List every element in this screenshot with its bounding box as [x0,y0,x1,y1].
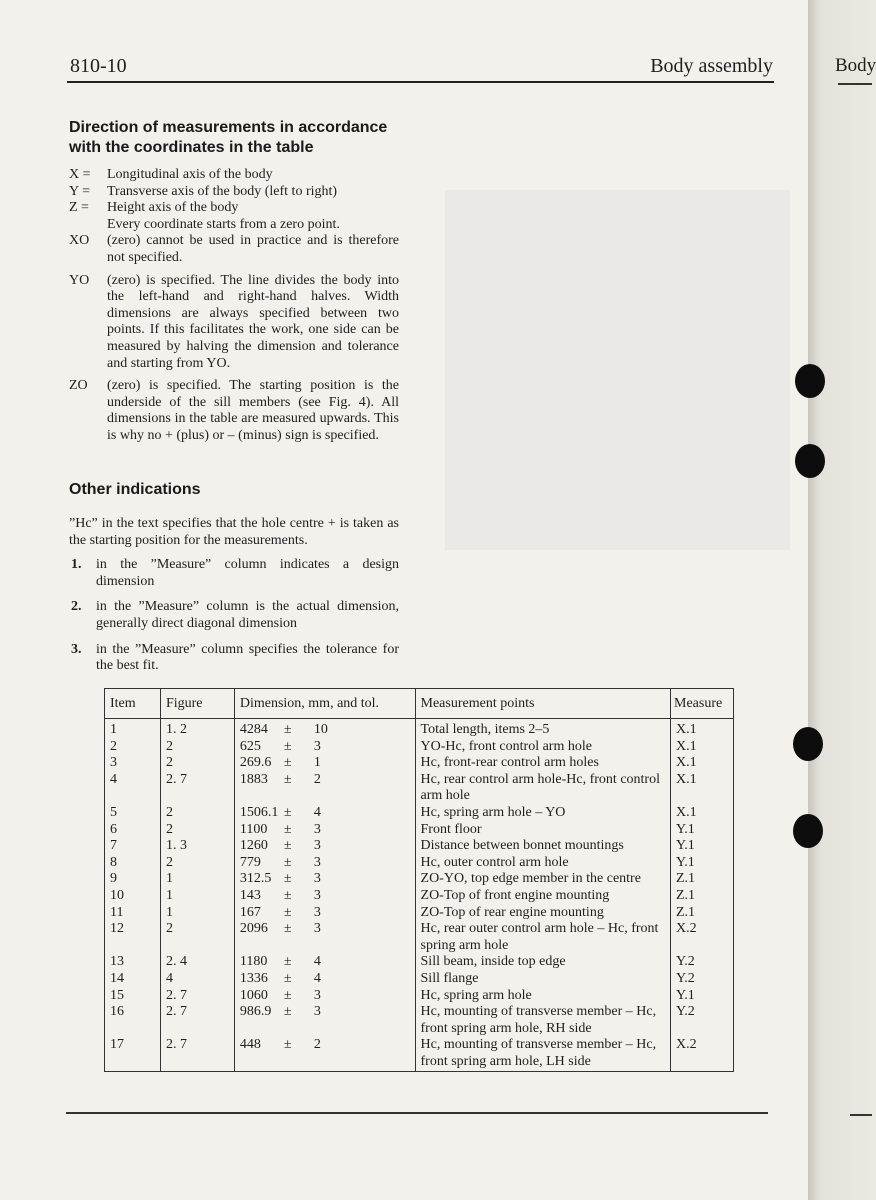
axis-text: Longitudinal axis of the body [107,167,273,182]
tolerance-value: 3 [313,921,321,937]
table-header-row [105,689,734,719]
cell-measurement-points: Hc, mounting of transverse member – Hc, front spring arm hole, LH side [415,1037,670,1072]
cell-item: 4 [105,772,161,805]
item-text: in the ”Measure” column specifies the tolerance for the best fit. [96,641,399,674]
cell-dimension [234,971,415,988]
cell-measurement-points: ZO-Top of rear engine mounting [415,905,670,922]
cell-dimension [234,772,415,805]
dimension-number: 1336 [239,970,268,986]
plus-minus-sign: ± [283,838,292,854]
dimension-value [240,739,321,756]
cell-item: 3 [105,755,161,772]
cell-figure: 1 [160,871,234,888]
tolerance-value: 3 [313,821,321,837]
tolerance-value: 4 [313,804,321,820]
cell-measurement-points: ZO-YO, top edge member in the centre [415,871,670,888]
cell-measurement-points: Front floor [415,822,670,839]
cell-figure: 2 [160,855,234,872]
tolerance-value: 2 [313,771,321,787]
table-row [105,805,734,822]
plus-minus-sign: ± [283,854,292,870]
dimension-value [240,905,321,922]
cell-dimension [234,739,415,756]
direction-heading: Direction of measurements in accordance with the coordinates in the table [69,119,388,156]
cell-item: 5 [105,805,161,822]
cell-measurement-points: Sill beam, inside top edge [415,954,670,971]
plus-minus-sign: ± [283,954,292,970]
tolerance-value: 3 [313,838,321,854]
zo-key: ZO [69,378,88,394]
table-row [105,772,734,805]
cell-measurement-points: Hc, rear control arm hole-Hc, front control arm hole [415,772,670,805]
cell-measurement-points: Hc, mounting of transverse member – Hc, front spring arm hole, RH side [415,1004,670,1037]
dimension-number: 779 [239,854,261,870]
tolerance-value: 3 [313,871,321,887]
plus-minus-sign: ± [283,887,292,903]
axis-text: Height axis of the body [107,200,239,216]
plus-minus-sign: ± [283,738,292,754]
dimension-number: 1180 [239,954,268,970]
axis-key: XO [69,233,90,249]
footer-rule [66,1112,768,1114]
cell-item: 9 [105,871,161,888]
binder-hole [793,727,823,761]
axis-definition [69,167,399,184]
dimension-value [240,871,321,888]
zo-definition [69,378,399,444]
other-indications-section [69,480,399,675]
cell-figure: 1. 2 [160,719,234,739]
cell-measure: Z.1 [671,888,734,905]
item-text: in the ”Measure” column is the actual dimension, generally direct diagonal dimension [96,599,399,631]
table-row [105,971,734,988]
cell-figure: 2 [160,739,234,756]
plus-minus-sign: ± [283,987,292,1003]
cell-measurement-points: Hc, rear outer control arm hole – Hc, front spring arm hole [415,921,670,954]
axis-text: Transverse axis of the body (left to right) [107,183,338,199]
numbered-item [69,642,399,675]
cell-dimension [234,921,415,954]
dimension-value [240,772,321,789]
cell-figure: 1. 3 [160,838,234,855]
cell-measurement-points: ZO-Top of front engine mounting [415,888,670,905]
cell-dimension [234,719,415,739]
item-text: in the ”Measure” column indicates a design dimension [96,557,399,589]
dimension-value [240,722,328,739]
dimension-number: 986.9 [239,1004,272,1020]
table-row [105,921,734,954]
cell-figure: 2 [160,805,234,822]
tolerance-value: 4 [313,970,321,986]
tolerance-value: 2 [313,1037,321,1053]
table-row [105,739,734,756]
plus-minus-sign: ± [283,821,292,837]
tolerance-value: 3 [313,854,321,870]
plus-minus-sign: ± [283,921,292,937]
cell-figure: 2. 4 [160,954,234,971]
cell-measurement-points: Total length, items 2–5 [415,719,670,739]
tolerance-value: 3 [313,904,321,920]
col-header-points: Measurement points [415,689,670,719]
cell-item: 16 [105,1004,161,1037]
plus-minus-sign: ± [283,771,292,787]
cell-measure: Y.1 [671,855,734,872]
axis-key: Z = [69,200,89,216]
axis-definition [69,233,399,266]
tolerance-value: 3 [313,1004,321,1020]
plus-minus-sign: ± [283,1037,292,1053]
cell-measurement-points: Distance between bonnet mountings [415,838,670,855]
cell-dimension [234,855,415,872]
cell-measure: Y.1 [671,822,734,839]
tolerance-value: 1 [313,755,321,771]
axis-text: (zero) cannot be used in practice and is therefore not specified. [107,233,399,265]
cell-figure: 2 [160,755,234,772]
table-row [105,871,734,888]
plus-minus-sign: ± [283,755,292,771]
table-row [105,838,734,855]
cell-figure: 2. 7 [160,1037,234,1072]
table-row [105,988,734,1005]
other-indications-heading: Other indications [69,481,201,498]
tolerance-value: 3 [313,887,321,903]
cell-dimension [234,838,415,855]
cell-item: 11 [105,905,161,922]
table-row [105,719,734,739]
dimension-number: 448 [239,1037,261,1053]
numbered-item [69,599,399,632]
direction-section [69,118,399,445]
cell-figure: 2. 7 [160,1004,234,1037]
hc-intro: ”Hc” in the text specifies that the hole centre + is taken as the starting position for the measurements. [69,516,399,548]
table-row [105,822,734,839]
cell-dimension [234,988,415,1005]
zo-text: (zero) is specified. The starting position is the underside of the sill members (see Fig. 4). All dimensions in the table are measured upwards. This is why no + (plus) or – (minus) sign is specified. [107,378,399,443]
adjacent-page-header: Body [835,55,876,76]
item-number: 2. [71,599,82,615]
tolerance-value: 3 [313,738,321,754]
dimension-number: 312.5 [239,871,272,887]
cell-dimension [234,1037,415,1072]
dimension-number: 269.6 [239,755,272,771]
cell-dimension [234,805,415,822]
dimension-number: 1506.1 [239,804,279,820]
dimension-value [240,838,321,855]
binder-hole [795,444,825,478]
cell-measure: X.2 [671,921,734,954]
axis-key: Y = [69,183,90,199]
col-header-dimension: Dimension, mm, and tol. [234,689,415,719]
tolerance-value: 3 [313,987,321,1003]
dimension-value [240,755,321,772]
cell-dimension [234,888,415,905]
cell-measurement-points: YO-Hc, front control arm hole [415,739,670,756]
axis-definition [69,184,399,201]
col-header-item: Item [105,689,161,719]
plus-minus-sign: ± [283,970,292,986]
bleed-through-image [445,190,790,550]
cell-figure: 2 [160,921,234,954]
cell-measure: X.1 [671,772,734,805]
cell-measure: X.1 [671,755,734,772]
plus-minus-sign: ± [283,804,292,820]
dimension-number: 143 [239,887,261,903]
cell-measure: X.1 [671,739,734,756]
cell-measure: Z.1 [671,905,734,922]
cell-item: 10 [105,888,161,905]
table-row [105,1037,734,1072]
axis-text: Every coordinate starts from a zero point. [107,216,340,232]
adjacent-page [808,0,872,1200]
dimension-number: 2096 [239,921,268,937]
cell-item: 14 [105,971,161,988]
dimension-number: 1100 [239,821,268,837]
cell-measure: Z.1 [671,871,734,888]
dimension-number: 167 [239,904,261,920]
cell-measure: Y.2 [671,954,734,971]
section-title: Body assembly [650,55,773,77]
yo-key: YO [69,272,90,288]
dimension-number: 1260 [239,838,268,854]
cell-item: 2 [105,739,161,756]
axis-key: X = [69,167,91,182]
adjacent-page-footer-rule [850,1114,872,1116]
cell-item: 17 [105,1037,161,1072]
cell-measurement-points: Sill flange [415,971,670,988]
dimension-number: 1060 [239,987,268,1003]
dimension-value [240,822,321,839]
cell-item: 6 [105,822,161,839]
dimension-value [240,988,321,1005]
item-number: 1. [71,557,82,573]
dimension-number: 625 [239,738,261,754]
binder-hole [795,364,825,398]
adjacent-page-rule [838,83,872,85]
cell-dimension [234,954,415,971]
cell-figure: 2. 7 [160,988,234,1005]
dimension-value [240,888,321,905]
cell-item: 13 [105,954,161,971]
cell-dimension [234,1004,415,1037]
plus-minus-sign: ± [283,1004,292,1020]
yo-text: (zero) is specified. The line divides the body into the left-hand and right-hand halves. Width dimensions are always specified between two points. If this facilitates the work, one side can be measured by halving the dimension and tolerance and starting from YO. [107,272,399,371]
cell-measure: Y.2 [671,1004,734,1037]
numbered-item [69,557,399,590]
col-header-figure: Figure [160,689,234,719]
axis-definitions [69,167,399,267]
table-row [105,855,734,872]
table-row [105,1004,734,1037]
cell-measure: X.1 [671,719,734,739]
cell-figure: 1 [160,905,234,922]
cell-measurement-points: Hc, front-rear control arm holes [415,755,670,772]
binder-hole [793,814,823,848]
cell-measure: Y.1 [671,838,734,855]
header-rule [67,81,774,83]
dimension-value [240,855,321,872]
cell-measurement-points: Hc, outer control arm hole [415,855,670,872]
item-number: 3. [71,641,82,657]
cell-dimension [234,822,415,839]
axis-definition [69,200,399,217]
cell-item: 15 [105,988,161,1005]
dimension-value [240,921,321,938]
table-row [105,954,734,971]
cell-figure: 2. 7 [160,772,234,805]
cell-item: 7 [105,838,161,855]
cell-measure: Y.1 [671,988,734,1005]
dimension-value [240,805,321,822]
cell-dimension [234,871,415,888]
cell-measurement-points: Hc, spring arm hole – YO [415,805,670,822]
cell-measure: X.2 [671,1037,734,1072]
plus-minus-sign: ± [283,904,292,920]
cell-dimension [234,905,415,922]
dimension-value [240,971,321,988]
cell-measure: X.1 [671,805,734,822]
cell-item: 8 [105,855,161,872]
cell-item: 1 [105,719,161,739]
axis-definition [69,217,399,234]
cell-item: 12 [105,921,161,954]
dimension-number: 1883 [239,771,268,787]
yo-definition [69,273,399,373]
plus-minus-sign: ± [283,871,292,887]
cell-figure: 2 [160,822,234,839]
dimension-number: 4284 [239,722,268,737]
dimension-value [240,954,321,971]
measurement-table [104,688,734,1072]
page-number: 810-10 [70,55,127,77]
cell-measure: Y.2 [671,971,734,988]
cell-measurement-points: Hc, spring arm hole [415,988,670,1005]
col-header-measure: Measure [671,689,734,719]
table-row [105,888,734,905]
plus-minus-sign: ± [283,722,292,737]
tolerance-value: 10 [313,722,328,737]
cell-dimension [234,755,415,772]
dimension-value [240,1037,321,1054]
cell-figure: 4 [160,971,234,988]
table-row [105,755,734,772]
table-row [105,905,734,922]
tolerance-value: 4 [313,954,321,970]
dimension-value [240,1004,321,1021]
numbered-list [69,557,399,675]
cell-figure: 1 [160,888,234,905]
